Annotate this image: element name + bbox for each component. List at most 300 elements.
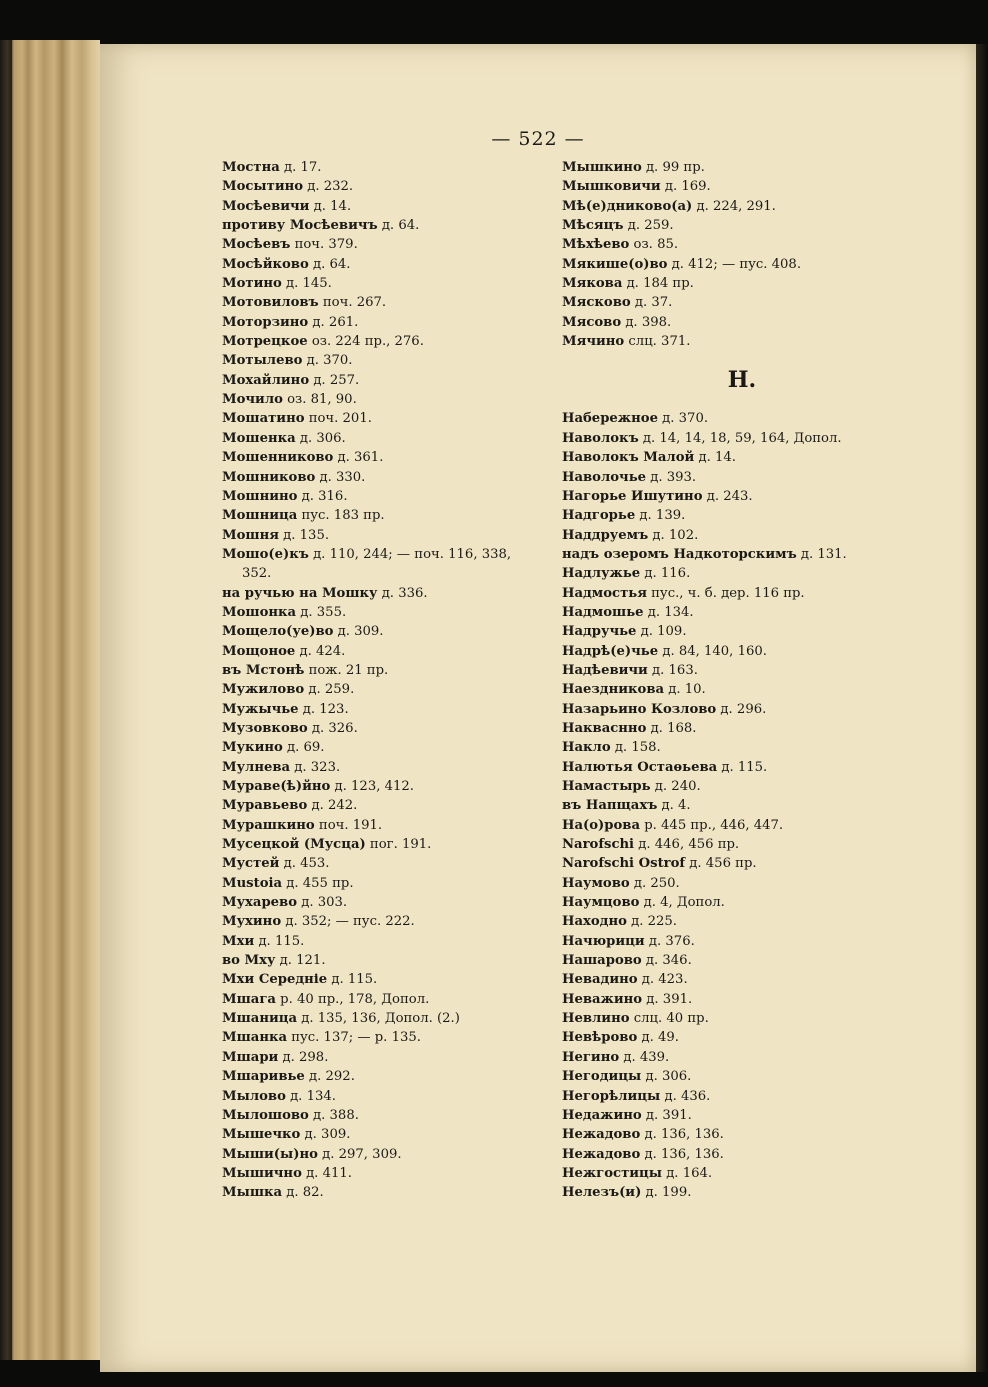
entry-reference: д. 115. [327, 972, 378, 988]
entry-name: Надрѣ(е)чье [562, 643, 659, 659]
index-entry [562, 1048, 962, 1067]
entry-reference: д. 309. [333, 624, 384, 640]
entry-reference: д. 136, 136. [640, 1146, 724, 1162]
entry-reference: д. 261. [308, 314, 359, 330]
entry-reference: пог. 191. [365, 837, 432, 853]
index-entry [222, 835, 552, 854]
entry-reference: р. 40 пр., 178, Допол. [275, 991, 430, 1007]
index-entry [562, 970, 962, 989]
entry-reference: д. 10. [664, 682, 706, 698]
index-entry [222, 661, 552, 680]
index-column-right [562, 158, 962, 1203]
entry-name: Музовково [222, 720, 308, 736]
index-entry [222, 854, 552, 873]
index-entry [222, 332, 552, 351]
entry-name: Мосѣйково [222, 256, 309, 272]
entry-name: Мшаница [222, 1011, 298, 1027]
entry-name: Неважино [562, 991, 643, 1007]
entry-reference: д. 84, 140, 160. [658, 643, 767, 659]
book-cover-edge [0, 40, 12, 1360]
entry-reference: д. 115. [254, 933, 305, 949]
index-entry [562, 893, 962, 912]
index-entry [562, 526, 962, 545]
index-entry [222, 1106, 552, 1125]
entry-reference: д. 296. [716, 701, 767, 717]
entry-reference: д. 64. [308, 256, 351, 272]
entry-name: Наддруемъ [562, 527, 649, 543]
entry-reference: д. 169. [660, 179, 711, 195]
entry-reference: д. 232. [303, 179, 354, 195]
index-entry [222, 1067, 552, 1086]
entry-name: Мышковичи [562, 179, 661, 195]
index-entry [222, 912, 552, 931]
entry-reference: д. 123, 412. [330, 779, 414, 794]
index-entry [222, 990, 552, 1009]
index-entry [222, 274, 552, 293]
index-entry [562, 216, 962, 235]
entry-reference: д. 145. [281, 276, 332, 292]
entry-name: Narofschi Ostrof [562, 856, 686, 872]
entry-name: Нашарово [562, 953, 642, 969]
entry-name: Мошниково [222, 469, 316, 485]
index-entry [562, 1183, 962, 1202]
index-entry [562, 642, 962, 661]
index-column-left [222, 158, 552, 1203]
entry-reference: д. 424. [295, 643, 346, 659]
entry-reference: д. 110, 244; — поч. 116, 338, [308, 546, 512, 562]
entry-name: Наволочье [562, 469, 647, 485]
index-entry [562, 293, 962, 312]
entry-reference: р. 445 пр., 446, 447. [640, 817, 784, 833]
entry-reference: д. 316. [297, 488, 348, 504]
index-entry [562, 1106, 962, 1125]
entry-name: Мыши(ы)но [222, 1146, 318, 1162]
entry-reference: д. 4. [657, 798, 691, 814]
index-entry [222, 177, 552, 196]
index-entry [222, 1125, 552, 1144]
entry-name: Narofschi [562, 837, 635, 853]
index-entry [222, 738, 552, 757]
entry-name: Мхи [222, 933, 255, 949]
index-entry [222, 409, 552, 428]
entry-name: Мотовиловъ [222, 295, 319, 311]
entry-reference: д. 259. [623, 218, 674, 234]
entry-reference: д. 14. [309, 198, 352, 214]
index-entry [222, 680, 552, 699]
entry-name: Мшари [222, 1049, 279, 1065]
entry-name: Мотылево [222, 353, 303, 369]
entry-name: Мусецкой (Мусца) [222, 837, 366, 853]
entry-name: Недажино [562, 1107, 642, 1123]
entry-reference: д. 99 пр. [641, 160, 705, 175]
index-entry [222, 448, 552, 467]
index-entry [562, 719, 962, 738]
entry-name: Мошенниково [222, 450, 334, 466]
entry-name: Мостна [222, 160, 280, 175]
entry-name: Мужилово [222, 682, 305, 698]
entry-name: Невлино [562, 1011, 630, 1027]
entry-name: Мошня [222, 527, 279, 543]
index-entry [562, 1009, 962, 1028]
entry-name: Мѣхѣево [562, 237, 630, 253]
index-entry [222, 468, 552, 487]
entry-name: Мощело(уе)во [222, 624, 334, 640]
entry-name: Мышкино [562, 160, 642, 175]
entry-reference: д. 102. [648, 527, 699, 543]
entry-name: Мухино [222, 914, 282, 930]
index-entry [562, 448, 962, 467]
entry-reference: д. 164. [662, 1165, 713, 1181]
entry-reference: д. 355. [296, 604, 347, 620]
index-entry [562, 332, 962, 351]
entry-reference: д. 17. [279, 160, 322, 175]
entry-name: Мужычье [222, 701, 299, 717]
entry-reference: д. 323. [290, 759, 341, 775]
entry-reference: оз. 85. [629, 237, 679, 253]
index-entry [562, 468, 962, 487]
index-entry [222, 777, 552, 796]
entry-name: Мошо(е)къ [222, 546, 309, 562]
index-entry [222, 719, 552, 738]
book-page [100, 44, 976, 1372]
entry-reference: поч. 379. [290, 237, 358, 253]
entry-name: Накло [562, 740, 611, 756]
index-entry [562, 1028, 962, 1047]
entry-reference: д. 14, 14, 18, 59, 164, Допол. [638, 430, 842, 446]
index-entry [562, 235, 962, 254]
entry-reference: слц. 40 пр. [629, 1011, 709, 1027]
index-entry [562, 990, 962, 1009]
entry-reference: поч. 191. [314, 817, 383, 833]
entry-reference: д. 330. [315, 469, 366, 485]
entry-reference: д. 346. [641, 953, 692, 969]
index-entry [222, 758, 552, 777]
entry-name: Мулнева [222, 759, 291, 775]
entry-reference: д. 361. [333, 450, 384, 466]
entry-reference: д. 326. [307, 720, 358, 736]
index-entry [562, 758, 962, 777]
book-page-edges [0, 40, 100, 1360]
entry-reference: д. 309. [300, 1127, 351, 1143]
index-entry [222, 390, 552, 409]
index-entry [562, 622, 962, 641]
index-entry [222, 622, 552, 641]
entry-reference: д. 64. [377, 218, 420, 234]
index-entry [222, 1164, 552, 1183]
entry-reference: д. 14. [694, 450, 736, 466]
entry-name: Нежадово [562, 1127, 641, 1143]
index-entry [222, 796, 552, 815]
entry-name: Наволокъ [562, 430, 639, 446]
section-letter: Н. [727, 367, 757, 394]
entry-reference: д. 82. [282, 1185, 324, 1201]
entry-name: надъ озеромъ Надкоторскимъ [562, 546, 797, 562]
index-entry [562, 1164, 962, 1183]
index-entry [222, 1087, 552, 1106]
entry-reference: д. 240. [650, 779, 701, 795]
entry-reference: д. 306. [295, 430, 346, 446]
entry-reference: д. 412; — пус. 408. [667, 256, 802, 272]
index-entry [562, 1125, 962, 1144]
index-entry [222, 255, 552, 274]
index-entry [222, 371, 552, 390]
entry-reference: д. 436. [660, 1088, 711, 1104]
entry-name: Мощоное [222, 643, 296, 659]
entry-name: Мышка [222, 1185, 283, 1201]
entry-name: Негино [562, 1049, 620, 1065]
index-entry [222, 158, 552, 177]
entry-name: Мочило [222, 392, 283, 408]
entry-name: Мѣсяцъ [562, 218, 624, 234]
index-entry [562, 951, 962, 970]
entry-name: Мохайлино [222, 372, 310, 388]
entry-name: Надгорье [562, 508, 636, 524]
entry-name: Мотрецкое [222, 334, 308, 350]
index-entry [222, 584, 552, 603]
index-entry [222, 932, 552, 951]
entry-reference: д. 37. [630, 295, 673, 311]
entry-name: въ Напщахъ [562, 798, 658, 814]
index-entry [562, 932, 962, 951]
entry-name: Мосѣевичи [222, 198, 310, 214]
entry-name: въ Мстонѣ [222, 662, 305, 678]
entry-name: Начюрици [562, 933, 645, 949]
index-entry [562, 835, 962, 854]
entry-name: Негорѣлицы [562, 1088, 661, 1104]
index-entries-n [562, 409, 962, 1202]
index-entry [562, 506, 962, 525]
entry-reference: д. 4, Допол. [639, 895, 725, 911]
entry-name: Мшага [222, 991, 276, 1007]
entry-reference: пус., ч. б. дер. 116 пр. [646, 585, 805, 601]
entry-name: Наездникова [562, 682, 665, 698]
index-entry [222, 816, 552, 835]
entry-name: Наумцово [562, 895, 640, 911]
entry-reference: д. 393. [646, 469, 697, 485]
entry-name: Наволокъ Малой [562, 450, 695, 466]
entry-reference: пус. 137; — р. 135. [287, 1030, 421, 1046]
index-entry [562, 1087, 962, 1106]
entry-reference: д. 303. [297, 895, 348, 911]
entry-reference: д. 391. [641, 1107, 692, 1123]
entry-reference: д. 224, 291. [692, 198, 776, 214]
index-entry [562, 584, 962, 603]
index-entry [222, 564, 552, 583]
entry-name: Мякише(о)во [562, 256, 668, 272]
entry-name: Mustoia [222, 875, 283, 891]
entry-reference: д. 388. [308, 1107, 359, 1123]
index-entry [562, 197, 962, 216]
entry-reference: д. 136, 136. [640, 1127, 724, 1143]
entry-reference: д. 49. [637, 1030, 679, 1046]
index-entry [222, 1145, 552, 1164]
entry-reference: д. 453. [279, 856, 330, 872]
entry-name: Мошница [222, 508, 298, 524]
index-entries-m [562, 158, 962, 351]
entry-reference: д. 115. [717, 759, 768, 775]
entry-name: Мустей [222, 856, 280, 872]
index-entry [222, 351, 552, 370]
index-entry [222, 970, 552, 989]
index-entry [562, 1067, 962, 1086]
entry-reference: д. 370. [302, 353, 353, 369]
entry-reference: д. 306. [641, 1069, 692, 1085]
index-entry [222, 293, 552, 312]
entry-name: Мошенка [222, 430, 296, 446]
index-entry [562, 777, 962, 796]
entry-name: Мячино [562, 334, 625, 350]
entry-name: Нежадово [562, 1146, 641, 1162]
page-number: — 522 — [491, 128, 585, 150]
entry-reference: д. 242. [307, 798, 358, 814]
entry-reference: д. 259. [304, 682, 355, 698]
entry-name: Набережное [562, 411, 658, 427]
entry-name: Мылошово [222, 1107, 309, 1123]
entry-reference: д. 456 пр. [685, 856, 757, 872]
entry-reference: д. 243. [702, 488, 753, 504]
index-entry [562, 487, 962, 506]
entry-reference: д. 109. [636, 624, 687, 640]
entry-name: Наумово [562, 875, 630, 891]
entry-name: Мѣ(е)дниково(а) [562, 198, 693, 214]
index-entry [562, 564, 962, 583]
index-entry [562, 603, 962, 622]
entry-reference: 352. [242, 566, 272, 582]
entry-name: Невадино [562, 972, 638, 988]
entry-name: Мясово [562, 314, 622, 330]
entry-name: на ручью на Мошку [222, 585, 378, 601]
entry-reference: д. 352; — пус. 222. [281, 914, 415, 930]
entry-name: Мосѣевъ [222, 237, 291, 253]
entry-reference: пус. 183 пр. [297, 508, 385, 524]
entry-reference: д. 455 пр. [282, 875, 354, 891]
entry-reference: д. 398. [621, 314, 672, 330]
index-entry [222, 893, 552, 912]
entry-reference: пож. 21 пр. [304, 662, 389, 678]
index-entry [562, 874, 962, 893]
entry-name: Надмошье [562, 604, 644, 620]
index-entry [562, 255, 962, 274]
entry-name: На(о)рова [562, 817, 641, 833]
index-entry [222, 487, 552, 506]
entry-name: противу Мосѣевичъ [222, 218, 378, 234]
entry-name: Мякова [562, 276, 623, 292]
entry-reference: д. 163. [647, 662, 698, 678]
index-entry [562, 545, 962, 564]
index-entry [562, 816, 962, 835]
entry-reference: д. 116. [640, 566, 691, 582]
index-entry [562, 680, 962, 699]
entry-name: Намастырь [562, 779, 651, 795]
entry-reference: поч. 267. [318, 295, 387, 311]
entry-name: Мураве(ѣ)йно [222, 779, 331, 794]
entry-reference: д. 135. [278, 527, 330, 543]
entry-name: Мукино [222, 740, 283, 756]
page-shadow-right [976, 44, 988, 1372]
index-entry [562, 912, 962, 931]
index-entry [562, 429, 962, 448]
index-entry [222, 951, 552, 970]
entry-reference: слц. 371. [624, 334, 691, 350]
entry-reference: оз. 224 пр., 276. [307, 334, 424, 350]
index-entry [222, 642, 552, 661]
entry-name: Муравьево [222, 798, 308, 814]
entry-reference: д. 135, 136, Допол. (2.) [297, 1011, 460, 1027]
entry-reference: д. 134. [643, 604, 694, 620]
index-entry [562, 158, 962, 177]
entry-name: Мышечко [222, 1127, 301, 1143]
entry-reference: д. 411. [301, 1165, 352, 1181]
entry-name: Налютья Остаѳьева [562, 759, 718, 775]
entry-reference: д. 336. [377, 585, 428, 601]
entry-name: Мотино [222, 276, 282, 292]
index-entry [562, 700, 962, 719]
index-entry [222, 506, 552, 525]
entry-name: Мхи Середніе [222, 972, 328, 988]
index-entry [562, 796, 962, 815]
entry-name: Мошатино [222, 411, 305, 427]
entry-reference: д. 370. [657, 411, 709, 427]
index-entry [222, 1028, 552, 1047]
entry-name: Мосытино [222, 179, 304, 195]
entry-name: Надмостья [562, 585, 647, 601]
index-entry [222, 1048, 552, 1067]
entry-reference: д. 139. [635, 508, 686, 524]
entry-name: Мшанка [222, 1030, 288, 1046]
entry-name: Мурашкино [222, 817, 315, 833]
entry-name: Мухарево [222, 895, 298, 911]
index-entry [562, 409, 962, 428]
index-entry [222, 235, 552, 254]
entry-reference: д. 376. [644, 933, 695, 949]
index-entry [222, 526, 552, 545]
index-entry [562, 1145, 962, 1164]
entry-reference: д. 131. [796, 546, 847, 562]
index-entry [562, 854, 962, 873]
index-entry [562, 177, 962, 196]
entry-reference: д. 292. [304, 1069, 355, 1085]
entry-name: Мшаривье [222, 1069, 305, 1085]
entry-name: Мылово [222, 1088, 286, 1104]
entry-reference: д. 423. [637, 972, 688, 988]
entry-name: во Мху [222, 953, 276, 969]
entry-reference: д. 134. [285, 1088, 336, 1104]
entry-name: Нежгостицы [562, 1165, 662, 1181]
index-entry [222, 545, 552, 564]
entry-reference: д. 184 пр. [622, 276, 694, 292]
index-entry [222, 216, 552, 235]
index-entry [222, 874, 552, 893]
entry-reference: д. 446, 456 пр. [634, 837, 740, 853]
index-entry [222, 1009, 552, 1028]
entry-reference: д. 123. [298, 701, 349, 717]
entry-name: Моторзино [222, 314, 309, 330]
index-entry [562, 313, 962, 332]
entry-reference: д. 69. [282, 740, 325, 756]
entry-name: Нагорье Ишутино [562, 488, 703, 504]
entry-reference: д. 121. [275, 953, 326, 969]
entry-name: Надручье [562, 624, 637, 640]
entry-name: Надлужье [562, 566, 641, 582]
entry-name: Мясково [562, 295, 631, 311]
entry-reference: д. 391. [642, 991, 693, 1007]
index-entry [222, 1183, 552, 1202]
entry-name: Мышично [222, 1165, 302, 1181]
entry-reference: д. 297, 309. [317, 1146, 402, 1162]
entry-name: Накваснно [562, 720, 647, 736]
index-entry [562, 661, 962, 680]
index-entry [562, 738, 962, 757]
